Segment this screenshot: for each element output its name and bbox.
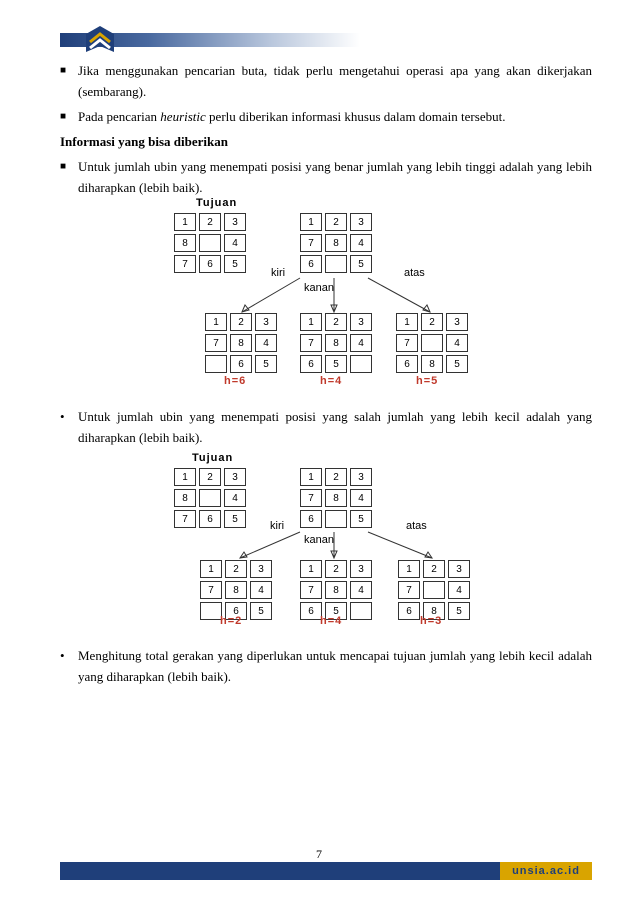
h-value-right: h=5 (416, 375, 439, 387)
puzzle-tile: 3 (350, 313, 372, 331)
child-puzzle-left (205, 313, 277, 373)
point-correct-tiles: ■ Untuk jumlah ubin yang menempati posisi yang benar jumlah yang lebih tinggi adalah yang lebih diharapkan (lebih baik). (60, 156, 592, 198)
child-puzzle-right (396, 313, 468, 373)
puzzle-tile: 7 (396, 334, 418, 352)
puzzle-tile: 6 (225, 602, 247, 620)
child-puzzle-middle (300, 560, 372, 620)
puzzle-tile: 1 (300, 560, 322, 578)
puzzle-tile: 8 (230, 334, 252, 352)
move-label-left: kiri (270, 520, 285, 532)
puzzle-tile: 2 (199, 468, 221, 486)
move-label-middle: kanan (304, 534, 334, 546)
puzzle-tile: 7 (205, 334, 227, 352)
puzzle-tile: 8 (174, 234, 196, 252)
puzzle-tile: 1 (396, 313, 418, 331)
child-puzzle-middle (300, 313, 372, 373)
move-label-right: atas (404, 267, 425, 279)
child-puzzle-right (398, 560, 470, 620)
puzzle-tile: 7 (398, 581, 420, 599)
puzzle-tile: 6 (300, 510, 322, 528)
puzzle-tile: 5 (325, 355, 347, 373)
puzzle-tile: 2 (325, 213, 347, 231)
point-total-moves: • Menghitung total gerakan yang diperlukan untuk mencapai tujuan jumlah yang lebih kecil adalah yang diharapkan (lebih baik). (60, 645, 592, 687)
puzzle-tile: 2 (325, 313, 347, 331)
puzzle-tile: 1 (205, 313, 227, 331)
puzzle-tile: 3 (224, 213, 246, 231)
puzzle-tile: 7 (200, 581, 222, 599)
puzzle-tile: 4 (224, 234, 246, 252)
puzzle-tile: 3 (250, 560, 272, 578)
puzzle-tile: 4 (255, 334, 277, 352)
puzzle-tile: 4 (250, 581, 272, 599)
puzzle-tile: 4 (224, 489, 246, 507)
puzzle-tile: 5 (446, 355, 468, 373)
diagram-wrong-tiles (0, 450, 638, 650)
section-heading: Informasi yang bisa diberikan (60, 134, 228, 149)
puzzle-tile: 8 (423, 602, 445, 620)
square-bullet-icon: ■ (60, 65, 67, 76)
puzzle-tile: 8 (325, 234, 347, 252)
puzzle-tile: 6 (230, 355, 252, 373)
puzzle-tile: 6 (300, 602, 322, 620)
puzzle-tile: 5 (325, 602, 347, 620)
move-label-middle: kanan (304, 282, 334, 294)
puzzle-tile: 3 (350, 213, 372, 231)
puzzle-tile: 4 (350, 581, 372, 599)
h-value-right: h=3 (420, 615, 443, 627)
bottom-text-section (60, 645, 592, 691)
puzzle-tile: 6 (199, 255, 221, 273)
point-wrong-tiles: • Untuk jumlah ubin yang menempati posisi yang salah jumlah yang lebih kecil adalah yang diharapkan (lebih baik). (60, 406, 592, 448)
empty-tile (350, 602, 372, 620)
empty-tile (423, 581, 445, 599)
puzzle-tile: 1 (300, 313, 322, 331)
puzzle-tile: 1 (174, 213, 196, 231)
puzzle-tile: 8 (421, 355, 443, 373)
puzzle-tile: 7 (174, 255, 196, 273)
puzzle-tile: 8 (225, 581, 247, 599)
puzzle-tile: 1 (300, 213, 322, 231)
empty-tile (350, 355, 372, 373)
middle-text-section (60, 406, 592, 452)
empty-tile (205, 355, 227, 373)
puzzle-tile: 5 (350, 255, 372, 273)
puzzle-tile: 1 (174, 468, 196, 486)
puzzle-tile: 8 (325, 334, 347, 352)
puzzle-tile: 1 (200, 560, 222, 578)
puzzle-tile: 6 (300, 255, 322, 273)
puzzle-tile: 6 (300, 355, 322, 373)
square-bullet-icon: ■ (60, 161, 67, 172)
h-value-middle: h=4 (320, 375, 343, 387)
puzzle-tile: 2 (230, 313, 252, 331)
move-label-left: kiri (271, 267, 286, 279)
h-value-middle: h=4 (320, 615, 343, 627)
puzzle-tile: 3 (255, 313, 277, 331)
puzzle-tile: 3 (446, 313, 468, 331)
puzzle-tile: 8 (325, 489, 347, 507)
puzzle-tile: 7 (300, 581, 322, 599)
move-label-right: atas (406, 520, 427, 532)
child-puzzle-left (200, 560, 272, 620)
puzzle-tile: 8 (174, 489, 196, 507)
puzzle-tile: 3 (224, 468, 246, 486)
move-arrows (0, 450, 638, 650)
goal-label: Tujuan (196, 197, 238, 209)
puzzle-tile: 7 (300, 234, 322, 252)
puzzle-tile: 4 (350, 489, 372, 507)
bullet-blind-search: ■ Jika menggunakan pencarian buta, tidak perlu mengetahui operasi apa yang akan dikerjakan (sembarang). (60, 60, 592, 102)
puzzle-tile: 5 (255, 355, 277, 373)
puzzle-tile: 6 (199, 510, 221, 528)
top-text-section (60, 60, 592, 202)
puzzle-tile: 2 (421, 313, 443, 331)
page-number: 7 (316, 847, 322, 861)
square-bullet-icon: ■ (60, 111, 67, 122)
puzzle-tile: 2 (423, 560, 445, 578)
puzzle-tile: 5 (224, 255, 246, 273)
puzzle-tile: 5 (224, 510, 246, 528)
puzzle-tile: 3 (448, 560, 470, 578)
puzzle-tile: 3 (350, 468, 372, 486)
footer-bar (60, 862, 500, 880)
puzzle-tile: 2 (199, 213, 221, 231)
puzzle-tile: 8 (325, 581, 347, 599)
puzzle-tile: 1 (300, 468, 322, 486)
disc-bullet-icon: • (60, 409, 65, 424)
disc-bullet-icon: • (60, 648, 65, 663)
puzzle-tile: 2 (225, 560, 247, 578)
puzzle-tile: 5 (250, 602, 272, 620)
puzzle-tile: 3 (350, 560, 372, 578)
h-value-left: h=2 (220, 615, 243, 627)
puzzle-tile: 5 (448, 602, 470, 620)
puzzle-tile: 5 (350, 510, 372, 528)
puzzle-tile: 7 (300, 334, 322, 352)
goal-label: Tujuan (192, 452, 234, 464)
puzzle-tile: 1 (398, 560, 420, 578)
puzzle-tile: 6 (398, 602, 420, 620)
bullet-heuristic: ■ Pada pencarian heuristic perlu diberikan informasi khusus dalam domain tersebut. (60, 106, 592, 127)
puzzle-tile: 4 (448, 581, 470, 599)
empty-tile (421, 334, 443, 352)
puzzle-tile: 4 (350, 334, 372, 352)
puzzle-tile: 2 (325, 468, 347, 486)
puzzle-tile: 7 (300, 489, 322, 507)
diagram-correct-tiles (0, 195, 638, 395)
footer-url: unsia.ac.id (500, 862, 592, 880)
puzzle-tile: 7 (174, 510, 196, 528)
puzzle-tile: 2 (325, 560, 347, 578)
empty-tile (200, 602, 222, 620)
unsia-logo-icon (84, 24, 116, 56)
puzzle-tile: 6 (396, 355, 418, 373)
puzzle-tile: 4 (350, 234, 372, 252)
h-value-left: h=6 (224, 375, 247, 387)
puzzle-tile: 4 (446, 334, 468, 352)
